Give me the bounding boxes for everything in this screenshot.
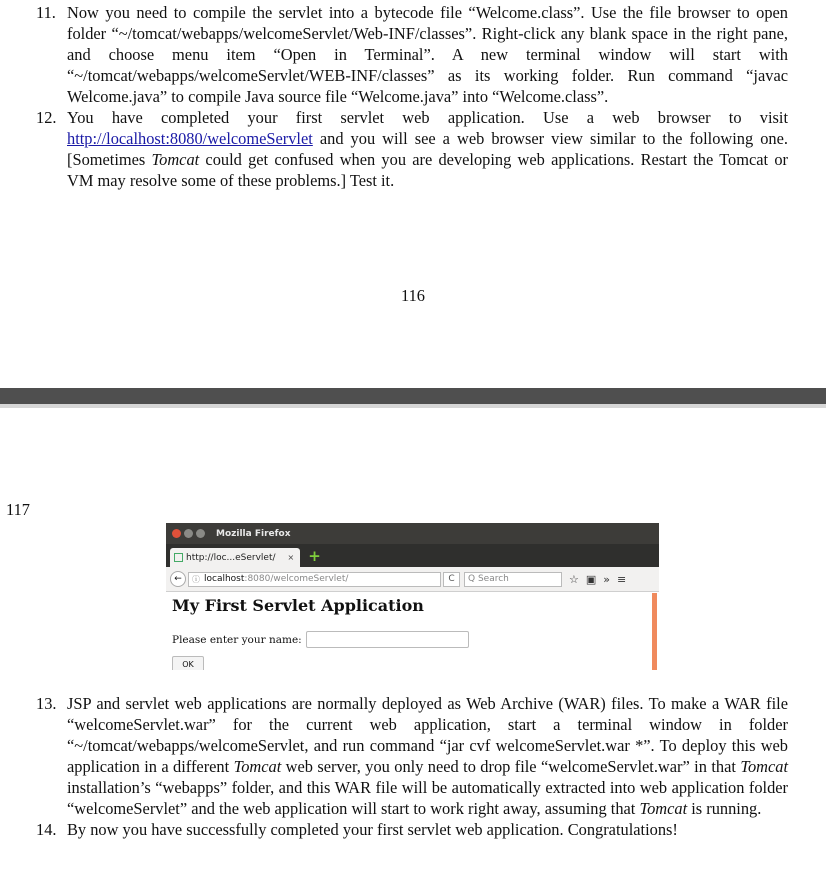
window-title: Mozilla Firefox [216,528,291,539]
scrollbar[interactable] [652,593,657,670]
reload-button[interactable]: C [443,572,460,587]
site-info-icon[interactable]: ⓘ [192,574,200,584]
item-number: 11. [36,3,56,22]
browser-tab[interactable] [170,548,300,567]
ok-button[interactable]: OK [172,656,204,670]
navigation-bar [166,567,659,592]
list-item-12 [36,107,788,191]
page-divider [0,388,826,404]
item-text: Now you need to compile the servlet into a bytecode file “Welcome.class”. Use the file browser to open folder “~/tomcat/webapps/welcomeServlet/Web-INF/classes”. Right-click any blank space in the right pane, and choose menu item “Open in Terminal”. A new terminal window will start with “~/tomcat/webapps/welcomeServlet/WEB-INF/classes” as its working folder. Run command “javac Welcome.java” to compile Java source file “Welcome.java” into “Welcome.class”. [67,3,788,106]
instruction-list-top [36,2,788,191]
item-text: You have completed your first servlet web application. Use a web browser to visit http://localhost:8080/welcomeServlet and you will see a web browser view similar to the following one. [Sometimes Tomcat could get confused when you are developing web applications. Restart the Tomcat or VM may resolve some of these problems.] Test it. [67,108,788,190]
search-input[interactable]: Q Search [464,572,562,587]
back-button[interactable]: ← [170,571,186,587]
window-titlebar [166,523,659,544]
item-number: 12. [36,108,57,127]
page-content [166,592,659,670]
tab-bar [166,544,659,567]
url-path: :8080/welcomeServlet/ [244,574,349,584]
page-divider-shadow [0,404,826,408]
list-item-13 [36,693,788,819]
page-heading: My First Servlet Application [172,596,424,615]
page-favicon-icon [174,553,183,562]
close-window-icon[interactable] [172,529,181,538]
browser-screenshot [166,523,659,670]
tab-close-icon[interactable]: × [287,553,295,562]
maximize-window-icon[interactable] [196,529,205,538]
localhost-link[interactable]: http://localhost:8080/welcomeServlet [67,129,313,148]
item-number: 14. [36,820,57,839]
tab-title: http://loc...eServlet/ [186,552,276,563]
instruction-list-bottom [36,693,788,840]
item-text: By now you have successfully completed your first servlet web application. Congratulations! [67,820,678,839]
list-item-11 [36,2,788,107]
item-number: 13. [36,694,57,713]
name-label: Please enter your name: [172,634,302,646]
url-bar[interactable] [188,572,441,587]
page-number: 116 [401,286,425,305]
overflow-chevron-icon[interactable]: » [603,572,611,586]
bookmark-star-icon[interactable]: ☆ [569,572,579,586]
minimize-window-icon[interactable] [184,529,193,538]
library-icon[interactable]: ▣ [585,572,597,586]
hamburger-menu-icon[interactable]: ≡ [617,572,627,586]
name-input[interactable] [306,631,469,648]
page-116 [0,0,826,388]
url-host: localhost [204,574,245,584]
item-text: JSP and servlet web applications are normally deployed as Web Archive (WAR) files. To make a WAR file “welcomeServlet.war” for the current web application, start a terminal window in folder “~/tomcat/webapps/welcomeServlet, and run command “jar cvf welcomeServlet.war *”. To deploy this web application in a different Tomcat web server, you only need to drop file “welcomeServlet.war” in that Tomcat installation’s “webapps” folder, and this WAR file will be automatically extracted into web application folder “welcomeServlet” and the web application will start to work right away, assuming that Tomcat is running. [67,694,788,818]
new-tab-button[interactable]: + [308,547,321,565]
page-number: 117 [6,500,30,519]
list-item-14 [36,819,788,840]
